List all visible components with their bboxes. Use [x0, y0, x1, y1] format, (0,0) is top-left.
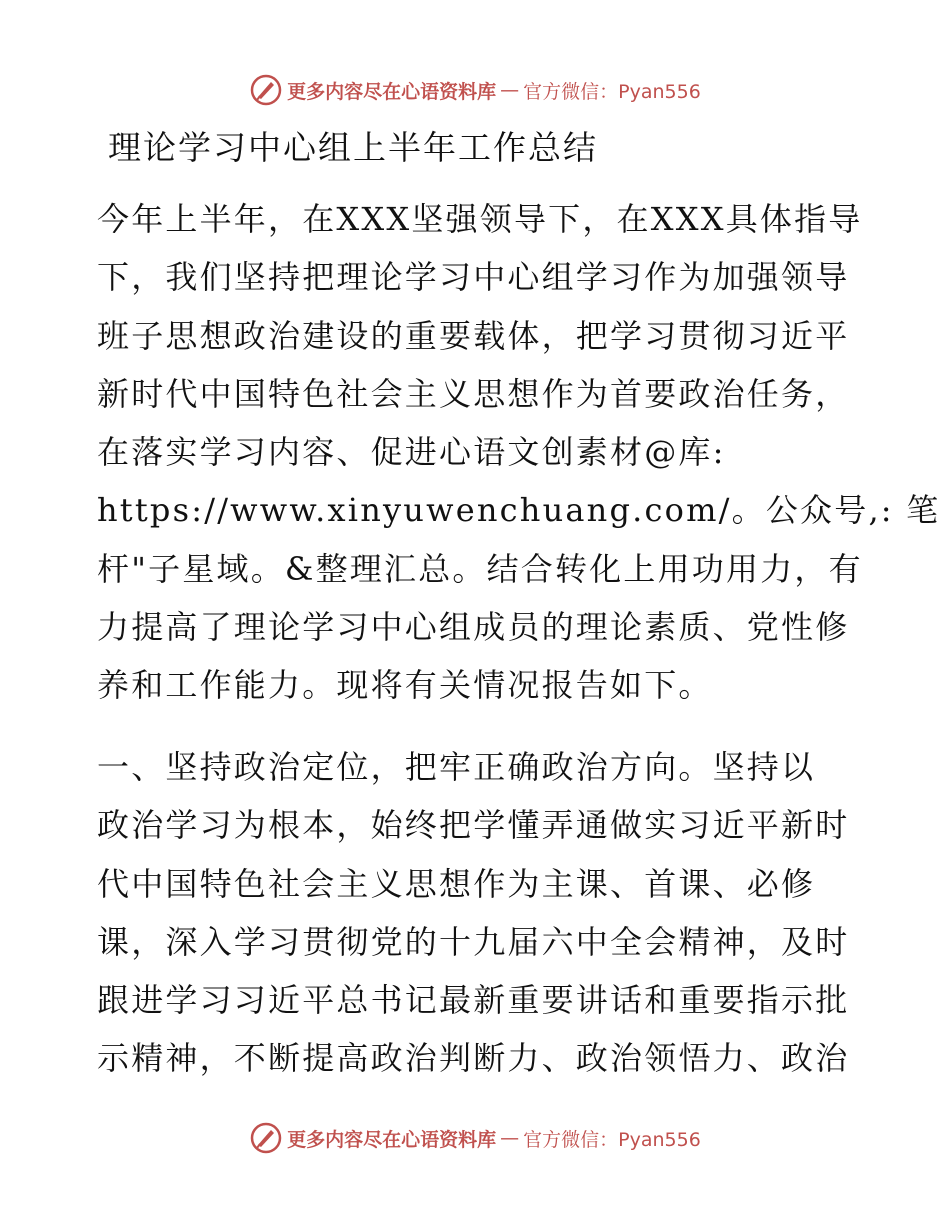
paragraph-section-one: [97, 738, 857, 1088]
document-title: 理论学习中心组上半年工作总结: [108, 128, 598, 167]
paragraph-line: 今年上半年，在XXX坚强领导下，在XXX具体指导: [97, 200, 863, 238]
paragraph-intro: [97, 190, 941, 715]
quill-pen-logo-icon: [249, 1121, 283, 1155]
paragraph-line: 示精神，不断提高政治判断力、政治领悟力、政治: [97, 1039, 850, 1078]
watermark-contact: 官方微信：Pyan556: [523, 1128, 701, 1151]
paragraph-line: 下，我们坚持把理论学习中心组学习作为加强领导: [97, 258, 850, 297]
paragraph-line: 力提高了理论学习中心组成员的理论素质、党性修: [97, 608, 850, 647]
paragraph-line: 一、坚持政治定位，把牢正确政治方向。坚持以: [97, 748, 816, 786]
watermark-banner-top: [0, 70, 950, 110]
watermark-separator: —: [500, 79, 520, 101]
paragraph-line: 课，深入学习贯彻党的十九届六中全会精神，及时: [97, 922, 850, 961]
watermark-text: 更多内容尽在心语资料库: [287, 1128, 497, 1151]
paragraph-line: 在落实学习内容、促进心语文创素材@库:: [97, 433, 726, 472]
quill-pen-logo-icon: [249, 73, 283, 107]
paragraph-line: 跟进学习习近平总书记最新重要讲话和重要指示批: [97, 981, 850, 1020]
paragraph-line: 新时代中国特色社会主义思想作为首要政治任务，: [97, 374, 850, 413]
paragraph-line: 班子思想政治建设的重要载体，把学习贯彻习近平: [97, 316, 850, 355]
paragraph-line: 养和工作能力。现将有关情况报告如下。: [97, 666, 713, 705]
paragraph-line: 杆"子星域。&整理汇总。结合转化上用功用力，有: [97, 549, 863, 588]
watermark-contact: 官方微信：Pyan556: [523, 80, 701, 103]
watermark-separator: —: [500, 1127, 520, 1149]
paragraph-line: 政治学习为根本，始终把学懂弄通做实习近平新时: [97, 806, 850, 845]
paragraph-line: 代中国特色社会主义思想作为主课、首课、必修: [97, 864, 816, 903]
paragraph-line: https://www.xinyuwenchuang.com/。公众号,: 笔: [97, 491, 941, 530]
watermark-text: 更多内容尽在心语资料库: [287, 80, 497, 103]
watermark-banner-bottom: [0, 1118, 950, 1158]
